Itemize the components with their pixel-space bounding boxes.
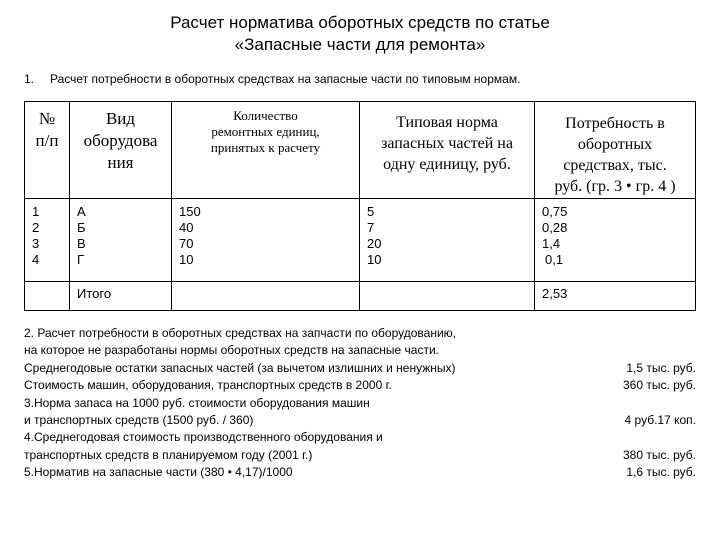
value-standard: 1,6 тыс. руб.	[626, 465, 696, 480]
section-2-text	[24, 325, 584, 482]
section-2-line: 5.Норматив на запасные части (380 • 4,17)/1000	[24, 465, 293, 480]
column-type-values: А Б В Г	[70, 199, 172, 282]
section-2-line: 3.Норма запаса на 1000 руб. стоимости оборудования машин	[24, 395, 370, 410]
table-data-row	[25, 199, 696, 282]
header-equipment-type: Вид оборудова ния	[70, 102, 172, 199]
title-line-2: «Запасные части для ремонта»	[234, 35, 486, 54]
header-repair-units: Количество ремонтных единиц, принятых к расчету	[172, 102, 360, 199]
column-number-values: 1 2 3 4	[25, 199, 70, 282]
section-2-line: 4.Среднегодовая стоимость производственного оборудования и	[24, 430, 383, 445]
header-capital-need: Потребность в оборотных средствах, тыс. руб. (гр. 3 • гр. 4 )	[535, 102, 696, 199]
header-number: № п/п	[25, 102, 70, 199]
total-empty-cell	[360, 282, 535, 311]
column-need-values: 0,75 0,28 1,4 0,1	[535, 199, 696, 282]
section-2-line: Среднегодовые остатки запасных частей (за вычетом излишних и ненужных)	[24, 360, 456, 375]
value-machines: 360 тыс. руб.	[622, 378, 696, 393]
table-header-row	[25, 102, 696, 199]
section-2-values	[560, 325, 696, 482]
value-avg-cost: 380 тыс. руб.	[622, 447, 696, 462]
document-title	[0, 12, 720, 56]
norms-table	[24, 101, 696, 311]
column-norm-values: 5 7 20 10	[360, 199, 535, 282]
section-2-line: и транспортных средств (1500 руб. / 360)	[24, 413, 254, 428]
total-empty-cell	[172, 282, 360, 311]
title-line-1: Расчет норматива оборотных средств по статье	[170, 13, 550, 32]
section-2-line: на которое не разработаны нормы оборотных средств на запасные части.	[24, 343, 439, 358]
section-2-line: 2. Расчет потребности в оборотных средствах на запчасти по оборудованию,	[24, 326, 456, 340]
value-reserves: 1,5 тыс. руб.	[626, 360, 696, 375]
section-2-line: Стоимость машин, оборудования, транспортных средств в 2000 г.	[24, 378, 392, 393]
section-1-text: Расчет потребности в оборотных средствах на запасные части по типовым нормам.	[50, 72, 521, 86]
section-1-heading	[24, 72, 520, 86]
total-empty-cell	[25, 282, 70, 311]
table-total-row	[25, 282, 696, 311]
column-count-values: 150 40 70 10	[172, 199, 360, 282]
total-value: 2,53	[535, 282, 696, 311]
header-standard-norm: Типовая норма запасных частей на одну единицу, руб.	[360, 102, 535, 199]
section-2-line: транспортных средств в планируемом году (2001 г.)	[24, 447, 313, 462]
value-norm: 4 руб.17 коп.	[624, 412, 696, 427]
total-label: Итого	[70, 282, 172, 311]
section-1-number: 1.	[24, 72, 35, 86]
